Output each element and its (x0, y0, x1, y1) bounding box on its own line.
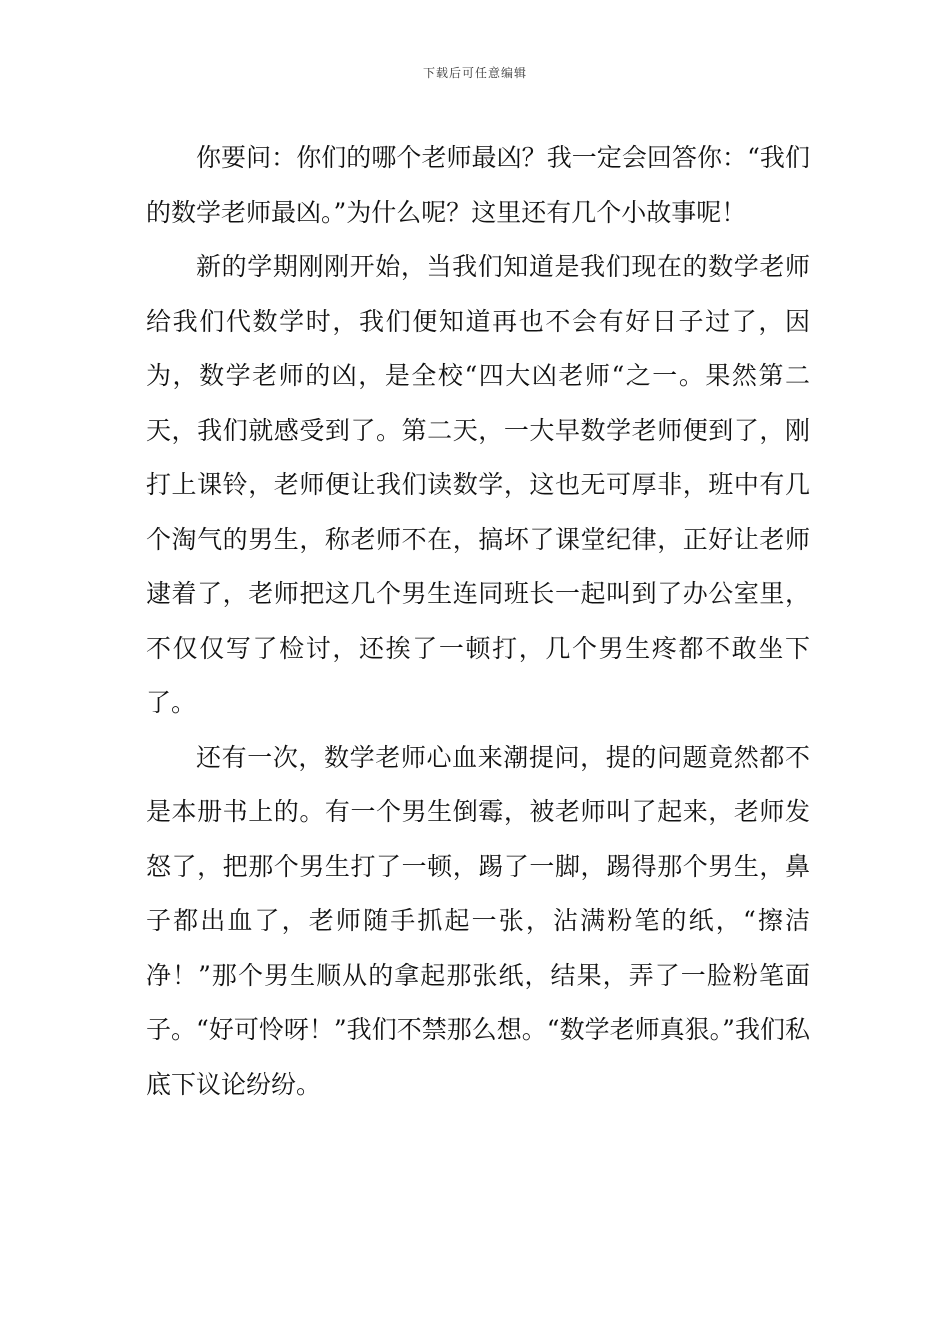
paragraph-3: 还有一次，数学老师心血来潮提问，提的问题竟然都不是本册书上的。有一个男生倒霉，被老师叫了起来，老师发怒了，把那个男生打了一顿，踢了一脚，踢得那个男生，鼻子都出血了，老师随手抓起一张，沾满粉笔的纸，“擦洁净！”那个男生顺从的拿起那张纸，结果，弄了一脸粉笔面子。“好可怜呀！”我们不禁那么想。“数学老师真狠。”我们私底下议论纷纷。 (146, 742, 810, 1099)
paragraph-1: 你要问：你们的哪个老师最凶？我一定会回答你：“我们的数学老师最凶。”为什么呢？这里还有几个小故事呢！ (146, 143, 810, 227)
header-note: 下载后可任意编辑 (422, 66, 527, 80)
paragraph-2: 新的学期刚刚开始，当我们知道是我们现在的数学老师给我们代数学时，我们便知道再也不会有好日子过了，因为，数学老师的凶，是全校“四大凶老师“之一。果然第二天，我们就感受到了。第二天，一大早数学老师便到了，刚打上课铃，老师便让我们读数学，这也无可厚非，班中有几个淘气的男生，称老师不在，搞坏了课堂纪律，正好让老师逮着了，老师把这几个男生连同班长一起叫到了办公室里，不仅仅写了检讨，还挨了一顿打，几个男生疼都不敢坐下了。 (146, 252, 810, 717)
document-body (146, 131, 810, 1112)
